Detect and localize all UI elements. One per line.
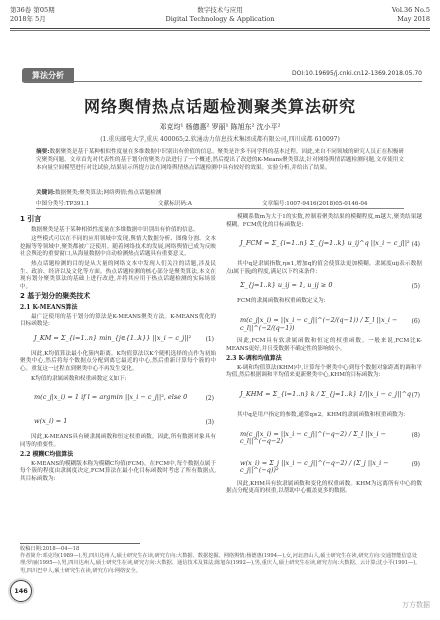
equation-body: J_KM = Σ_{i=1..n} min_{j∈{1..k}} ||x_i − c_j||²	[34, 333, 192, 342]
article-id: 文章编号:1007-9416(2018)05-0146-04	[262, 201, 368, 207]
footnote-rule	[20, 543, 140, 544]
section-heading: 2 基于划分的聚类技术	[20, 292, 91, 301]
paragraph: 模糊系数m为大于1的实数,控制着聚类结果的模糊程度,m越大,聚类结果越模糊。FCM优化的目标函数是:	[226, 214, 422, 228]
equation-number: (8)	[411, 431, 420, 439]
equation-number: (4)	[411, 241, 420, 249]
paragraph: 因此,KHM具有软隶属函数和变化的权重函数。KHM为远离所有中心的数据点分配更高的权重,以帮助中心覆盖更多的数据。	[226, 480, 422, 495]
keywords-text: 数据聚类;聚类算法;网络舆情;热点话题检测	[55, 190, 162, 196]
paragraph: K-调和均值算法(KHM)中,计算每个聚类中心到每个数据对象距离的调和平均值,然后根据调和平均值来更新聚类中心,KHM的目标函数为:	[226, 364, 422, 379]
equation	[226, 279, 422, 295]
equation-body: w(x_i) = 1	[34, 417, 68, 426]
keywords	[36, 189, 404, 197]
affiliation: (1.重庆邮电大学,重庆 400065;2.软通动力信息技术集团成都有限公司,四川成都 610097)	[100, 136, 340, 143]
equation	[226, 232, 422, 258]
equation-body: m(c_j|x_i) = ||x_i − c_j||^(−2/(q−1)) / Σ_l ||x_i − c_l||^(−2/(q−1))	[240, 315, 398, 332]
paragraph: 数据聚类是基于某种相似性度量在多维数据中识别出有价值的信息。	[31, 226, 199, 233]
keywords-label: 关键词:	[36, 190, 56, 196]
date-en: May 2018	[397, 15, 430, 23]
volume-cn: 第36卷 第05期	[10, 6, 55, 14]
equation-number: (3)	[205, 419, 214, 427]
paragraph: K-MEANS的模糊版本称为模糊C均值(FCM)。在FCM中,每个数据点属于每个簇的程度由隶属度决定,FCM算法在最小化目标函数时考虑了所有数据点,其目标函数为:	[20, 460, 216, 483]
paper-title: 网络舆情热点话题检测聚类算法研究	[83, 97, 356, 116]
header-rule-thin	[10, 30, 430, 31]
equation-body: m(c_j|x_i) = ||x_i − c_j||^(−q−2) / Σ_l ||x_i − c_l||^(−q−2)	[240, 429, 387, 446]
abstract-label: 摘要:	[36, 149, 50, 155]
equation-body: J_FCM = Σ_{i=1..n} Σ_{j=1..k} u_ij^q ||x_i − c_j||²	[240, 239, 410, 248]
equation-number: (7)	[411, 391, 420, 399]
subsection-heading: 2.3 K-调和均值算法	[226, 355, 282, 363]
author-list: 邓克均¹ 杨德惠² 罗丽¹ 陈旭东² 沈小平²	[159, 123, 281, 131]
paragraph: 最广泛使用的基于划分的算法是K-MEANS聚类方法。K-MEANS优化的目标函数是:	[20, 313, 216, 328]
equation-number: (6)	[411, 317, 420, 325]
received-date: 收稿日期:2018—04—18	[20, 546, 80, 552]
doi-text: DOI:10.19695/j.cnki.cn12-1369.2018.05.70	[292, 70, 422, 77]
author-bio: 作者简介:邓克均(1989—),男,四川达州人,硕士研究生在读,研究方向:大数据、数据挖掘、网络舆情;杨德惠(1994—),女,河北唐山人,硕士研究生在读,研究方向:交通智能信息处理;罗丽(1995—),男,四川达州人,硕士研究生在读,研究方向:大数据、通信技术及算法;陈旭东(1992—),男,重庆人,硕士研究生在读,研究方向:大数据、云计算;沈小平(1991—),男,四川巴中人,硕士研究生在读,研究方向:网络安全。	[20, 553, 418, 574]
subsection-heading: 2.2 模糊C均值算法	[20, 451, 74, 459]
subsection-heading: 2.1 K-MEANS算法	[20, 303, 78, 311]
paragraph: 因此,FCM具有软隶属函数和恒定的权重函数。一般来说,FCM比K-MEANS更好,并且受数据不确定性的影响较小。	[226, 337, 422, 352]
header-rule	[10, 28, 430, 29]
paragraph: FCM的隶属函数和权重函数定义为:	[237, 298, 326, 305]
paragraph: 这些模式可以在不同的应用领域中发现,舆情大数据分析、图像分割、文本挖掘等等领域中,聚类都被广泛使用。随着网络技术的发展,网络舆情已成为反映社会舆论的重要窗口,从海量数据中自动检测热点话题具有重要意义。	[20, 236, 216, 258]
abstract-tail: 实验分析,并给出了结果。	[267, 165, 331, 171]
abstract-text: 数据聚类是基于某种相似性度量在多维数据中识别出有价值的信息。聚类是许多不同学科的基本过程。因此,来自不同领域的研究人员正在积极研究聚类问题。文章首先对代表性的基于划分的聚类方法进行了一个概述,然后提出了改进的K-Means聚类算法,针对网络舆情话题检测问题,文章使用文本向量空间模型进行对比试验,结果显示所提方法在网络舆情热点话题检测中具有较好的效果。	[36, 149, 404, 171]
footnotes	[20, 546, 420, 575]
equation	[20, 332, 216, 348]
equation	[226, 309, 422, 335]
equation-number: (2)	[205, 395, 214, 403]
paragraph: 其中q是隶属指数,η≥1,增加q的值会使算法更加模糊。隶属度uij表示数据点i属于簇j的程度,满足以下约束条件:	[226, 261, 422, 275]
category-badge: 算法分析	[22, 68, 74, 83]
equation-number: (9)	[411, 460, 420, 468]
abstract-rule	[36, 208, 404, 209]
equation-body: J_KHM = Σ_{i=1..n} k / Σ_{j=1..k} 1/||x_i − c_j||^q	[240, 389, 412, 398]
journal-name-en: Digital Technology & Application	[165, 15, 275, 23]
clc-number: 中图分类号:TP391.1	[36, 201, 90, 207]
equation-number: (1)	[205, 335, 214, 343]
paragraph: 因此,K均值算法最小化簇内距离。K均值算法以K个随机选择的点作为初始聚类中心,然后将每个数据点分配到离它最近的中心,然后重新计算每个簇的中心。重复这一过程直到聚类中心不再发生变化。	[20, 350, 216, 372]
section-heading: 1 引言	[20, 215, 42, 223]
right-column	[226, 214, 422, 498]
equation-body: m(c_j|x_i) = 1 if l = argmin ||x_i − c_j||², else 0	[34, 393, 188, 402]
equation-body: w(x_i) = Σ_j ||x_i − c_j||^(−q−2) / (Σ_j ||x_i − c_j||^(−q))²	[240, 458, 389, 475]
equation	[226, 452, 422, 478]
journal-name-cn: 数字技术与应用	[197, 6, 243, 14]
equation	[20, 386, 216, 412]
paragraph: 其中q是用户指定的参数,通常q≥2。KHM的隶属函数和权重函数为:	[237, 411, 406, 418]
watermark: 万方数据	[402, 601, 430, 609]
volume-en: Vol.36 No.5	[391, 6, 430, 14]
paragraph: K均值的隶属函数和权重函数定义如下:	[31, 375, 127, 382]
equation	[226, 423, 422, 449]
abstract	[36, 148, 404, 172]
equation-body: Σ_{j=1..k} u_ij = 1, u_ij ≥ 0	[240, 281, 333, 290]
header-center	[10, 6, 430, 24]
paragraph: 热点话题检测的目的是从大量的网络文本中发现人们关注的话题,涉及民生、政治、经济以及文化等方面。热点话题检测的核心部分是聚类算法,本文在现有划分聚类算法的基础上进行改进,并将其应用于热点话题检测的实际场景中。	[20, 260, 216, 290]
category-rule	[22, 81, 422, 82]
paragraph: 因此,K-MEANS具有硬隶属函数和恒定权重函数。因此,所有数据对象具有同等的重要性。	[20, 434, 216, 448]
document-code: 文献标识码:A	[158, 201, 192, 207]
header-right	[392, 6, 430, 24]
equation	[20, 415, 216, 431]
equation-number: (5)	[411, 283, 420, 291]
date-cn: 2018年 5月	[10, 15, 46, 23]
journal-header	[10, 6, 430, 36]
equation	[226, 383, 422, 409]
left-column	[20, 214, 216, 486]
page-number-badge: 146	[10, 580, 32, 602]
